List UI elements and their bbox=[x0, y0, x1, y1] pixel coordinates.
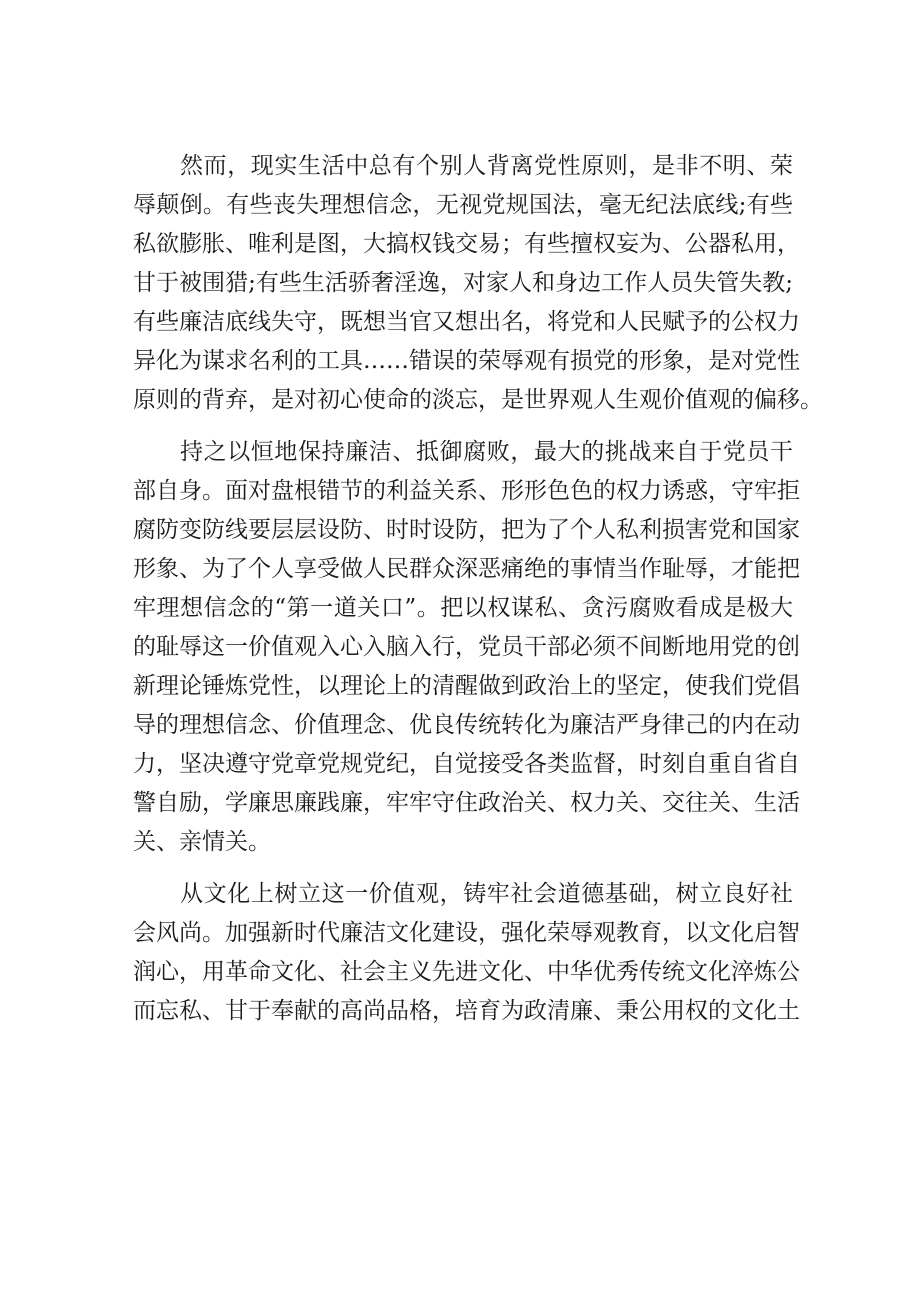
text-line: 力，坚决遵守党章党规党纪，自觉接受各类监督，时刻自重自省自 bbox=[133, 751, 800, 777]
paragraph-1 bbox=[133, 147, 823, 420]
text-line: 润心，用革命文化、社会主义先进文化、中华优秀传统文化淬炼公 bbox=[133, 959, 800, 985]
text-line: 原则的背弃，是对初心使命的淡忘，是世界观人生观价值观的偏移。 bbox=[133, 387, 823, 413]
paragraph-2 bbox=[133, 433, 800, 862]
text-line: 会风尚。加强新时代廉洁文化建设，强化荣辱观教育，以文化启智 bbox=[133, 920, 800, 946]
text-line: 警自励，学廉思廉践廉，牢牢守住政治关、权力关、交往关、生活 bbox=[133, 790, 800, 816]
paragraph-3 bbox=[133, 875, 800, 1031]
text-line: 的耻辱这一价值观入心入脑入行，党员干部必须不间断地用党的创 bbox=[133, 634, 800, 660]
text-line: 腐防变防线要层层设防、时时设防，把为了个人私利损害党和国家 bbox=[133, 517, 800, 543]
text-line: 然而，现实生活中总有个别人背离党性原则，是非不明、荣 bbox=[180, 153, 793, 179]
text-line: 关、亲情关。 bbox=[133, 829, 271, 855]
text-line: 导的理想信念、价值理念、优良传统转化为廉洁严身律己的内在动 bbox=[133, 712, 800, 738]
text-line: 从文化上树立这一价值观，铸牢社会道德基础，树立良好社 bbox=[180, 881, 793, 907]
text-line: 牢理想信念的“第一道关口”。把以权谋私、贪污腐败看成是极大 bbox=[133, 595, 793, 621]
text-line: 持之以恒地保持廉洁、抵御腐败，最大的挑战来自于党员干 bbox=[180, 439, 793, 465]
text-line: 新理论锤炼党性，以理论上的清醒做到政治上的坚定，使我们党倡 bbox=[133, 673, 800, 699]
text-line: 有些廉洁底线失守，既想当官又想出名，将党和人民赋予的公权力 bbox=[133, 309, 800, 335]
text-line: 形象、为了个人享受做人民群众深恶痛绝的事情当作耻辱，才能把 bbox=[133, 556, 800, 582]
text-line: 异化为谋求名利的工具……错误的荣辱观有损党的形象，是对党性 bbox=[133, 348, 800, 374]
document-page bbox=[133, 147, 823, 1044]
text-line: 部自身。面对盘根错节的利益关系、形形色色的权力诱惑，守牢拒 bbox=[133, 478, 800, 504]
text-line: 私欲膨胀、唯利是图，大搞权钱交易；有些擅权妄为、公器私用， bbox=[133, 231, 800, 257]
text-line: 而忘私、甘于奉献的高尚品格，培育为政清廉、秉公用权的文化土 bbox=[133, 998, 800, 1024]
text-line: 辱颠倒。有些丧失理想信念，无视党规国法，毫无纪法底线;有些 bbox=[133, 192, 793, 218]
text-line: 甘于被围猎;有些生活骄奢淫逸，对家人和身边工作人员失管失教; bbox=[133, 270, 793, 296]
